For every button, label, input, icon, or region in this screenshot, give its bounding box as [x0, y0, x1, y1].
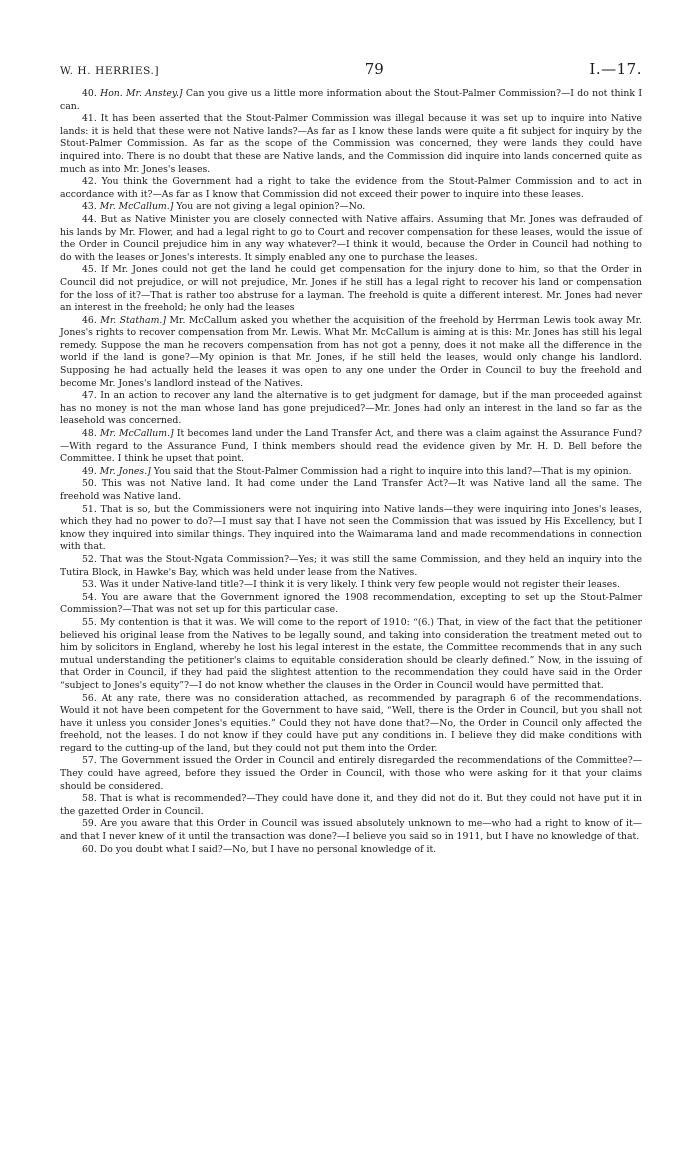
- question-number: 58.: [82, 793, 97, 805]
- question-number: 45.: [82, 264, 97, 276]
- speaker-name: Mr. McCallum.]: [99, 201, 174, 213]
- question-paragraph: [60, 818, 642, 843]
- question-paragraph: [60, 201, 642, 214]
- page-header: [60, 60, 642, 78]
- question-paragraph: [60, 617, 642, 693]
- question-number: 44.: [82, 213, 97, 225]
- question-number: 57.: [82, 755, 97, 767]
- question-text: In an action to recover any land the alternative is to get judgment for damage, but if the man proceeded against has no money is not the man whose land has gone prejudiced?—Mr. Jones had only an interest in the land so far as the leasehold was concerned.: [60, 390, 642, 427]
- question-text: Was it under Native-land title?—I think it is very likely. I think very few people would not register their leases.: [99, 579, 621, 591]
- question-number: 49.: [82, 465, 97, 477]
- header-witness: W. H. HERRIES.]: [60, 65, 160, 77]
- question-number: 55.: [82, 616, 97, 628]
- question-text: This was not Native land. It had come under the Land Transfer Act?—It was Native land all the same. The freehold was Native land.: [60, 478, 642, 502]
- question-paragraph: [60, 793, 642, 818]
- question-number: 56.: [82, 692, 97, 704]
- question-paragraph: [60, 176, 642, 201]
- question-number: 47.: [82, 390, 97, 402]
- question-paragraph: [60, 390, 642, 428]
- page-number: 79: [364, 60, 384, 78]
- question-text: At any rate, there was no consideration attached, as recommended by paragraph 6 of the recommendations. Would it not have been competent for the Government to have said, “Well, there is the Order in Council, but you shall not have it unless you consider Jones's equities.” Could they not have done that?—No, the Order in Council only affected the freehold, not the leases. I do not know if they could have put any conditions in. I believe they did make conditions with regard to the cutting-up of the land, but they could not put them into the Order.: [60, 692, 643, 754]
- question-number: 41.: [82, 113, 97, 125]
- speaker-name: Mr. Jones.]: [99, 465, 151, 477]
- question-paragraph: [60, 504, 642, 554]
- question-number: 60.: [82, 843, 97, 855]
- question-text: But as Native Minister you are closely connected with Native affairs. Assuming that Mr. Jones was defrauded of his lands by Mr. Flower, and had a legal right to go to Court and recover compensation for these leases, would the issue of the Order in Council prejudice him in any way whatever?—I think it would, because the Order in Council had nothing to do with the leases or Jones's interests. It simply enabled any one to purchase the leases.: [60, 213, 642, 263]
- question-paragraph: [60, 755, 642, 793]
- paper-reference: I.—17.: [589, 60, 642, 78]
- question-paragraph: [60, 88, 642, 113]
- question-text: Can you give us a little more information about the Stout-Palmer Commission?—I do not think I can.: [60, 88, 642, 112]
- question-paragraph: [60, 466, 642, 479]
- question-paragraph: [60, 693, 642, 756]
- question-text: That is what is recommended?—They could have done it, and they did not do it. But they could not have put it in the gazetted Order in Council.: [60, 793, 642, 817]
- question-text: You are aware that the Government ignored the 1908 recommendation, excepting to set up the Stout-Palmer Commission?—That was not set up for this particular case.: [60, 591, 642, 616]
- question-number: 40.: [82, 88, 97, 99]
- speaker-name: Mr. McCallum.]: [99, 428, 174, 440]
- speaker-name: Hon. Mr. Anstey.]: [100, 88, 183, 99]
- question-paragraph: [60, 579, 642, 592]
- question-number: 59.: [82, 818, 97, 830]
- question-number: 50.: [82, 478, 97, 490]
- question-text: That is so, but the Commissioners were not inquiring into Native lands—they were inquiring into Jones's leases, which they had no power to do?—I must say that I have not seen the Commission that was issued by His Excellency, but I know they inquired into similar things. They inquired into the Waimarama land and made recommendations in connection with that.: [60, 503, 642, 553]
- question-number: 43.: [82, 201, 97, 213]
- question-text: You think the Government had a right to take the evidence from the Stout-Palmer Commission and to act in accordance with it?—As far as I know that Commission did not exceed their power to inquire into these leases.: [60, 176, 642, 200]
- question-text: Mr. McCallum asked you whether the acquisition of the freehold by Herrman Lewis took away Mr. Jones's rights to recover compensation from Mr. Lewis. What Mr. McCallum is aiming at is this: Mr. Jones has still his legal remedy. Suppose the man he recovers compensation from has not got a penny, does it not make all the difference in the world if the land is gone?—My opinion is that Mr. Jones, if he still held the leases, would only change his landlord. Supposing he had actually held the leases it was open to any one under the Order in Council to buy the freehold and become Mr. Jones's landlord instead of the Natives.: [60, 314, 642, 389]
- question-paragraph: [60, 428, 642, 466]
- question-number: 53.: [82, 579, 97, 591]
- question-text: That was the Stout-Ngata Commission?—Yes; it was still the same Commission, and they held an inquiry into the Tutira Block, in Hawke's Bay, which was held under lease from the Natives.: [60, 553, 642, 578]
- question-text: It becomes land under the Land Transfer Act, and there was a claim against the Assurance Fund?—With regard to the Assurance Fund, I think members should read the evidence given by Mr. H. D. Bell before the Committee. I think he upset that point.: [60, 428, 642, 465]
- question-paragraph: [60, 554, 642, 579]
- question-number: 54.: [82, 591, 97, 603]
- question-number: 48.: [82, 428, 97, 440]
- question-number: 42.: [82, 176, 97, 188]
- speaker-name: Mr. Statham.]: [100, 314, 166, 326]
- question-paragraph: [60, 113, 642, 176]
- question-number: 51.: [82, 503, 97, 515]
- question-number: 46.: [82, 314, 97, 326]
- question-paragraph: [60, 844, 642, 857]
- question-text: If Mr. Jones could not get the land he could get compensation for the injury done to him, so that the Order in Council did not prejudice, or will not prejudice, Mr. Jones if he still has a legal right to recover his land or compensation for the loss of it?—That is rather too abstruse for a layman. The freehold is quite a different interest. Mr. Jones had never an interest in the freehold; he only had the leases: [60, 264, 642, 314]
- question-paragraph: [60, 264, 642, 314]
- question-paragraph: [60, 592, 642, 617]
- question-paragraph: [60, 478, 642, 503]
- question-text: Are you aware that this Order in Council was issued absolutely unknown to me—who had a right to know of it—and that I never knew of it until the transaction was done?—I believe you said so in 1911, but I have no knowledge of that.: [60, 818, 642, 843]
- question-text: You said that the Stout-Palmer Commission had a right to inquire into this land?—That is my opinion.: [153, 465, 632, 477]
- question-text: My contention is that it was. We will come to the report of 1910: “(6.) That, in view of the fact that the petitioner believed his original lease from the Natives to be legally sound, and taking into consideration the treatment meted out to him by solicitors in England, whereby he lost his legal interest in the estate, the Committee recommends that in any such mutual understanding the petitioner's claims to equitable consideration should be clearly defined.” Now, in the issuing of that Order in Council, if they had paid the slightest attention to the recommendation they could have said in the Order “subject to Jones's equity”?—I do not know whether the clauses in the Order in Council would have permitted that.: [60, 616, 642, 691]
- question-text: Do you doubt what I said?—No, but I have no personal knowledge of it.: [99, 843, 437, 855]
- document-body: [60, 88, 642, 856]
- question-paragraph: [60, 315, 642, 391]
- question-paragraph: [60, 214, 642, 264]
- question-text: The Government issued the Order in Council and entirely disregarded the recommendations of the Committee?—They could have agreed, before they issued the Order in Council, with those who were asking for it that your claims should be considered.: [60, 755, 642, 792]
- question-number: 52.: [82, 553, 97, 565]
- question-text: You are not giving a legal opinion?—No.: [176, 201, 366, 213]
- question-text: It has been asserted that the Stout-Palmer Commission was illegal because it was set up to inquire into Native lands: it is held that these were not Native lands?—As far as I know these lands were quite a fit subject for inquiry by the Stout-Palmer Commission. As far as the scope of the Commission was concerned, they were lands they could have inquired into. There is no doubt that these are Native lands, and the Commission did inquire into lands concerned quite as much as into Mr. Jones's leases.: [60, 113, 642, 175]
